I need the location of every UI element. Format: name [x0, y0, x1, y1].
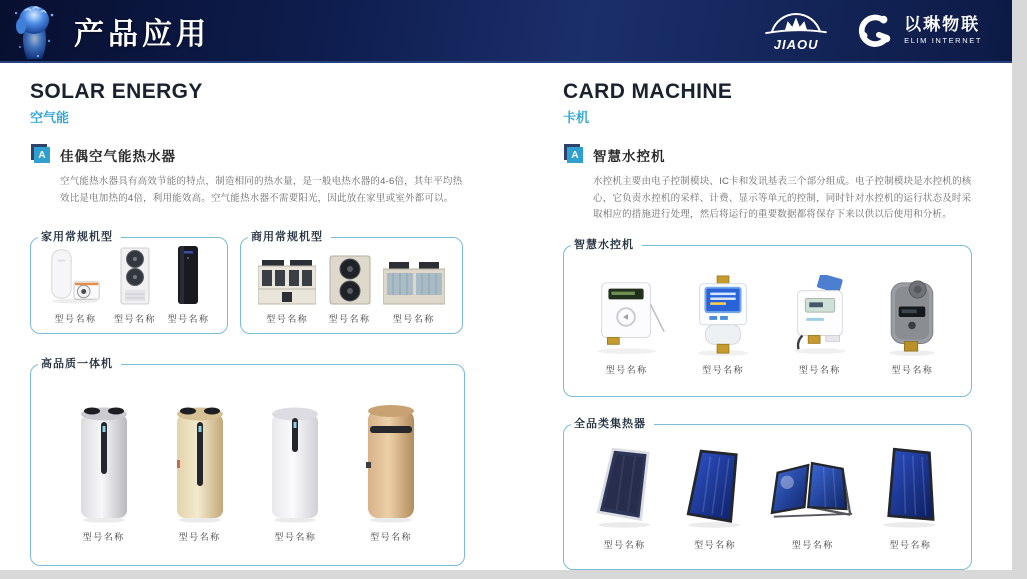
product-label: 型号名称	[392, 314, 435, 325]
elim-g-icon	[857, 12, 895, 50]
product-label: 型号名称	[694, 539, 737, 550]
solar-feature-description: 空气能热水器具有高效节能的特点，制造相同的热水量，是一般电热水器的4-6倍，其年平均热效比是电加热的4倍，利用能效高。空气能热水器不需要阳光，因此放在家里或室外都可以。	[60, 176, 463, 204]
solar-collector-dark-icon	[589, 444, 661, 532]
product-item	[266, 400, 324, 543]
product-label: 型号名称	[113, 314, 156, 325]
solar-collector-dual-stand-icon	[770, 444, 856, 532]
vertical-dual-fan-unit-icon	[118, 246, 152, 306]
commercial-heat-pump-wide-icon	[383, 262, 445, 306]
box-home-models-title: 家用常规机型	[38, 230, 121, 245]
header-logos	[763, 10, 982, 52]
main-content	[0, 63, 1012, 570]
jiaou-crown-icon	[763, 10, 829, 36]
elim-logo-en: ELIM INTERNET	[904, 36, 982, 45]
product-label: 型号名称	[798, 364, 841, 375]
box-solar-collectors	[563, 417, 972, 570]
water-controller-lcd-icon	[587, 275, 667, 357]
product-label: 型号名称	[370, 532, 413, 543]
product-item	[780, 275, 860, 376]
product-label: 型号名称	[702, 364, 745, 375]
water-controller-blue-screen-icon	[683, 275, 763, 357]
product-item	[75, 400, 133, 543]
product-label: 型号名称	[266, 314, 309, 325]
product-item	[876, 275, 948, 376]
product-item	[167, 244, 209, 325]
product-label: 型号名称	[891, 364, 934, 375]
box-smart-water-controllers	[563, 238, 972, 397]
elim-logo-cn: 以琳物联	[904, 15, 981, 34]
commercial-heat-pump-dual-fan-icon	[328, 254, 372, 306]
solar-heading-en: SOLAR ENERGY	[30, 80, 203, 103]
product-item	[362, 400, 420, 543]
header-bar	[0, 0, 1012, 63]
box-solar-collectors-title: 全品类集热器	[571, 417, 654, 432]
cylinder-heater-white-icon	[266, 400, 324, 524]
product-item	[874, 444, 946, 551]
box-commercial-models-title: 商用常规机型	[248, 230, 331, 245]
card-heading-en: CARD MACHINE	[563, 80, 733, 103]
cylinder-heater-gold-icon	[171, 400, 229, 524]
water-controller-ic-card-icon	[780, 275, 860, 357]
product-label: 型号名称	[791, 539, 834, 550]
box-home-models	[30, 231, 228, 334]
product-item	[171, 400, 229, 543]
product-item	[679, 444, 751, 551]
feature-a-badge: A	[567, 147, 583, 163]
product-label: 型号名称	[274, 532, 317, 543]
product-item	[48, 246, 102, 325]
product-item	[683, 275, 763, 376]
product-item	[587, 275, 667, 376]
box-premium-allinone-title: 高品质一体机	[38, 357, 121, 372]
tank-with-outdoor-unit-icon	[48, 246, 102, 306]
product-label: 型号名称	[603, 539, 646, 550]
card-heading-cn: 卡机	[563, 110, 590, 125]
product-item	[328, 254, 372, 325]
product-label: 型号名称	[178, 532, 221, 543]
section-card-machine	[563, 80, 972, 570]
cylinder-heater-bronze-icon	[362, 400, 420, 524]
product-label: 型号名称	[328, 314, 371, 325]
page-title: 产品应用	[74, 17, 210, 51]
solar-feature-block	[30, 145, 465, 207]
product-label: 型号名称	[889, 539, 932, 550]
cylinder-heater-silver-icon	[75, 400, 133, 524]
water-controller-gray-icon	[876, 275, 948, 357]
jiaou-logo	[763, 10, 829, 52]
product-label: 型号名称	[167, 314, 210, 325]
product-item	[589, 444, 661, 551]
product-label: 型号名称	[82, 532, 125, 543]
section-solar-energy	[30, 80, 465, 570]
solar-collector-blue-2-icon	[874, 444, 946, 532]
product-label: 型号名称	[54, 314, 97, 325]
elim-logo	[857, 12, 982, 50]
box-smart-water-controllers-title: 智慧水控机	[571, 238, 642, 253]
card-feature-description: 水控机主要由电子控制模块、IC卡和发讯基表三个部分组成。电子控制模块是水控机的核心，它负责水控机的采样、计费、显示等单元的控制，同时针对水控机的运行状态及时采取相应的措施进行处理，然后将运行的重要数据都将保存下来以供以后使用和分析。	[593, 176, 972, 221]
product-item	[114, 246, 156, 325]
product-item	[770, 444, 856, 551]
fist-icon	[8, 1, 60, 61]
box-premium-allinone	[30, 358, 465, 566]
solar-feature-title: 佳偶空气能热水器	[60, 149, 176, 164]
solar-collector-blue-icon	[679, 444, 751, 532]
product-item	[258, 260, 316, 325]
commercial-heat-pump-large-icon	[258, 260, 316, 306]
black-tower-unit-icon	[175, 244, 201, 306]
card-feature-title: 智慧水控机	[593, 149, 666, 164]
jiaou-logo-text: JIAOU	[773, 36, 819, 52]
feature-a-badge: A	[34, 147, 50, 163]
box-commercial-models	[240, 231, 463, 334]
product-item	[383, 262, 445, 325]
card-feature-block	[563, 145, 972, 224]
solar-heading-cn: 空气能	[30, 110, 70, 125]
product-label: 型号名称	[605, 364, 648, 375]
